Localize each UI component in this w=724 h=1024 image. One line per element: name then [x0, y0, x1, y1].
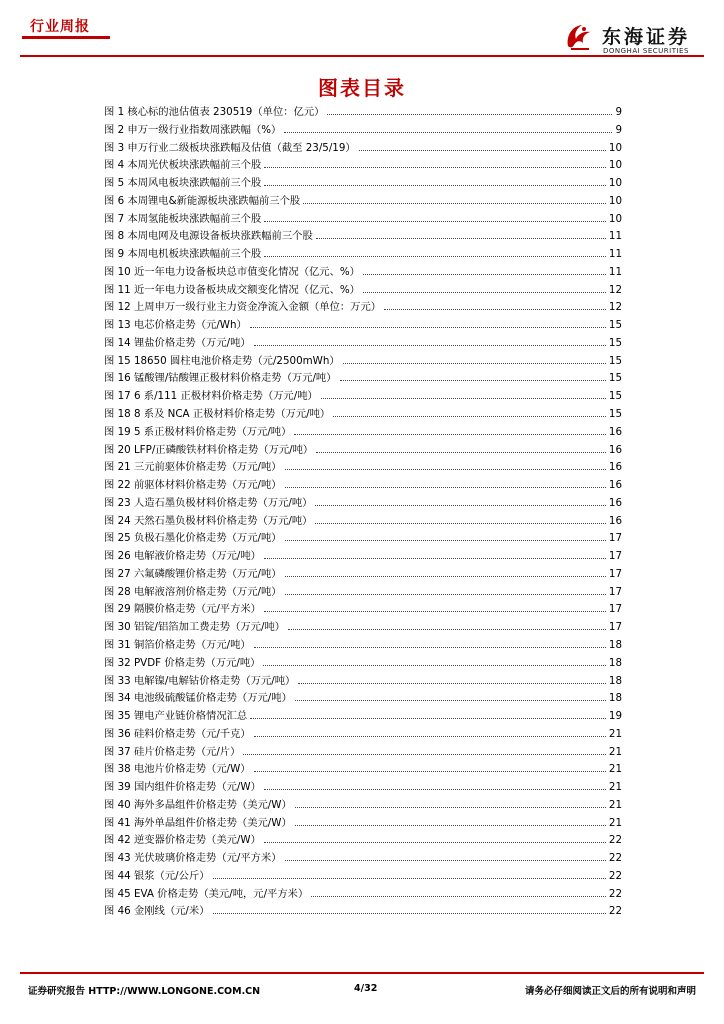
toc-entry[interactable]	[104, 192, 622, 210]
footer-website: 证券研究报告 HTTP://WWW.LONGONE.COM.CN	[28, 986, 261, 997]
toc-entry-page: 16	[608, 425, 622, 438]
toc-leader-dots	[243, 743, 606, 755]
toc-entry[interactable]	[104, 618, 622, 636]
toc-entry-page: 15	[608, 408, 622, 421]
toc-leader-dots	[295, 814, 606, 826]
toc-entry-label: 图 4 本周光伏板块涨跌幅前三个股	[104, 159, 262, 172]
toc-entry-page: 16	[608, 461, 622, 474]
toc-entry[interactable]	[104, 494, 622, 512]
toc-entry-label: 图 37 硅片价格走势（元/片）	[104, 745, 241, 758]
toc-entry-page: 18	[608, 674, 622, 687]
toc-entry-label: 图 14 锂盐价格走势（万元/吨）	[104, 336, 251, 349]
toc-entry[interactable]	[104, 103, 622, 121]
toc-entry-page: 22	[608, 852, 622, 865]
toc-entry-page: 15	[608, 319, 622, 332]
toc-leader-dots	[285, 583, 606, 595]
toc-entry-label: 图 38 电池片价格走势（元/W）	[104, 763, 251, 776]
toc-entry[interactable]	[104, 760, 622, 778]
toc-entry-label: 图 28 电解液溶剂价格走势（万元/吨）	[104, 585, 282, 598]
toc-leader-dots	[264, 547, 606, 559]
toc-entry-page: 10	[608, 141, 622, 154]
page-number: 4/32	[354, 983, 378, 994]
toc-entry-page: 21	[608, 727, 622, 740]
toc-entry-page: 9	[615, 123, 622, 136]
toc-entry[interactable]	[104, 885, 622, 903]
toc-entry-page: 15	[608, 390, 622, 403]
toc-entry-label: 图 18 8 系及 NCA 正极材料价格走势（万元/吨）	[104, 408, 331, 421]
toc-leader-dots	[315, 512, 605, 524]
toc-entry[interactable]	[104, 263, 622, 281]
toc-entry-page: 22	[608, 834, 622, 847]
toc-leader-dots	[285, 849, 606, 861]
toc-entry[interactable]	[104, 227, 622, 245]
toc-leader-dots	[264, 245, 606, 257]
toc-entry-label: 图 10 近一年电力设备板块总市值变化情况（亿元、%）	[104, 265, 360, 278]
toc-entry-label: 图 34 电池级硫酸锰价格走势（万元/吨）	[104, 692, 292, 705]
toc-entry[interactable]	[104, 441, 622, 459]
toc-entry-label: 图 22 前驱体材料价格走势（万元/吨）	[104, 479, 282, 492]
toc-entry-label: 图 19 5 系正极材料价格走势（万元/吨）	[104, 425, 292, 438]
toc-entry[interactable]	[104, 689, 622, 707]
toc-entry-page: 22	[608, 905, 622, 918]
toc-entry[interactable]	[104, 298, 622, 316]
toc-entry-label: 图 8 本周电网及电源设备板块涨跌幅前三个股	[104, 230, 313, 243]
footer-disclaimer: 请务必仔细阅读正文后的所有说明和声明	[524, 986, 696, 997]
toc-leader-dots	[285, 529, 606, 541]
toc-entry-label: 图 32 PVDF 价格走势（万元/吨）	[104, 656, 261, 669]
toc-entry-page: 15	[608, 372, 622, 385]
toc-entry-label: 图 29 隔膜价格走势（元/平方米）	[104, 603, 261, 616]
report-type-tag: 行业周报	[30, 19, 90, 35]
toc-entry-label: 图 44 银浆（元/公斤）	[104, 869, 210, 882]
toc-entry-label: 图 20 LFP/正磷酸铁材料价格走势（万元/吨）	[104, 443, 314, 456]
toc-entry-page: 11	[608, 265, 622, 278]
toc-entry-page: 18	[608, 656, 622, 669]
toc-leader-dots	[295, 689, 606, 701]
toc-entry-page: 16	[608, 496, 622, 509]
toc-leader-dots	[250, 707, 606, 719]
toc-leader-dots	[327, 103, 612, 115]
toc-entry-label: 图 16 锰酸锂/钴酸锂正极材料价格走势（万元/吨）	[104, 372, 337, 385]
toc-entry[interactable]	[104, 369, 622, 387]
toc-entry-label: 图 43 光伏玻璃价格走势（元/平方米）	[104, 852, 282, 865]
toc-leader-dots	[316, 227, 606, 239]
toc-entry-page: 17	[608, 621, 622, 634]
toc-entry[interactable]	[104, 743, 622, 761]
toc-entry-page: 12	[608, 283, 622, 296]
toc-entry[interactable]	[104, 547, 622, 565]
toc-entry-label: 图 1 核心标的池估值表 230519（单位：亿元）	[104, 106, 325, 118]
toc-entry[interactable]	[104, 210, 622, 228]
toc-leader-dots	[311, 885, 606, 897]
toc-entry-page: 16	[608, 479, 622, 492]
toc-entry[interactable]	[104, 796, 622, 814]
toc-entry-label: 图 5 本周风电板块涨跌幅前三个股	[104, 177, 262, 190]
toc-entry-page: 10	[608, 177, 622, 190]
toc-leader-dots	[264, 831, 606, 843]
toc-entry[interactable]	[104, 423, 622, 441]
toc-entry-label: 图 6 本周锂电&新能源板块涨跌幅前三个股	[104, 194, 301, 207]
toc-entry[interactable]	[104, 156, 622, 174]
toc-list	[104, 103, 622, 920]
toc-entry-page: 9	[615, 106, 622, 118]
toc-entry-label: 图 30 铝锭/铝箔加工费走势（万元/吨）	[104, 621, 286, 634]
toc-entry[interactable]	[104, 636, 622, 654]
toc-entry-page: 22	[608, 869, 622, 882]
logo-chinese-name: 东海证券	[602, 26, 691, 48]
toc-leader-dots	[295, 796, 606, 808]
toc-leader-dots	[284, 121, 612, 133]
toc-entry-label: 图 33 电解镍/电解钴价格走势（万元/吨）	[104, 674, 296, 687]
toc-entry-page: 18	[608, 692, 622, 705]
toc-entry-label: 图 36 硅料价格走势（元/千克）	[104, 727, 251, 740]
toc-entry[interactable]	[104, 867, 622, 885]
toc-entry-label: 图 12 上周申万一级行业主力资金净流入金额（单位：万元）	[104, 301, 382, 314]
toc-leader-dots	[288, 618, 606, 630]
toc-entry-page: 10	[608, 159, 622, 172]
toc-entry-page: 11	[608, 230, 622, 243]
toc-leader-dots	[285, 565, 606, 577]
toc-entry-page: 21	[608, 745, 622, 758]
toc-entry-label: 图 26 电解液价格走势（万元/吨）	[104, 550, 261, 563]
toc-entry[interactable]	[104, 707, 622, 725]
toc-entry-label: 图 23 人造石墨负极材料价格走势（万元/吨）	[104, 496, 313, 509]
toc-entry[interactable]	[104, 512, 622, 530]
toc-entry-page: 10	[608, 194, 622, 207]
toc-leader-dots	[294, 423, 605, 435]
toc-leader-dots	[213, 902, 606, 914]
toc-leader-dots	[333, 405, 606, 417]
toc-leader-dots	[363, 263, 606, 275]
toc-entry-page: 12	[608, 301, 622, 314]
toc-entry-label: 图 17 6 系/111 正极材料价格走势（万元/吨）	[104, 390, 318, 403]
footer-divider	[20, 972, 704, 974]
toc-entry-page: 21	[608, 763, 622, 776]
toc-entry-label: 图 15 18650 圆柱电池价格走势（元/2500mWh）	[104, 354, 340, 367]
toc-entry-label: 图 13 电芯价格走势（元/Wh）	[104, 319, 247, 332]
toc-leader-dots	[316, 441, 606, 453]
toc-leader-dots	[359, 139, 606, 151]
toc-entry-page: 16	[608, 443, 622, 456]
toc-leader-dots	[254, 760, 606, 772]
toc-entry-page: 15	[608, 336, 622, 349]
toc-entry-page: 19	[608, 710, 622, 723]
toc-entry[interactable]	[104, 316, 622, 334]
toc-entry-label: 图 39 国内组件价格走势（元/W）	[104, 781, 261, 794]
toc-entry[interactable]	[104, 849, 622, 867]
toc-leader-dots	[285, 458, 606, 470]
toc-entry[interactable]	[104, 387, 622, 405]
header-divider	[20, 55, 704, 57]
toc-entry-page: 17	[608, 603, 622, 616]
toc-entry[interactable]	[104, 831, 622, 849]
toc-leader-dots	[285, 476, 606, 488]
toc-leader-dots	[315, 494, 605, 506]
toc-entry[interactable]	[104, 476, 622, 494]
toc-entry-label: 图 45 EVA 价格走势（美元/吨，元/平方米）	[104, 887, 309, 900]
toc-leader-dots	[250, 316, 606, 328]
toc-entry-page: 21	[608, 798, 622, 811]
toc-leader-dots	[303, 192, 606, 204]
toc-entry-label: 图 3 申万行业二级板块涨跌幅及估值（截至 23/5/19）	[104, 141, 356, 154]
toc-leader-dots	[263, 654, 605, 666]
logo-english-name: DONGHAI SECURITIES	[603, 47, 689, 55]
toc-leader-dots	[264, 156, 606, 168]
toc-entry[interactable]	[104, 672, 622, 690]
toc-entry[interactable]	[104, 245, 622, 263]
toc-entry[interactable]	[104, 529, 622, 547]
toc-entry[interactable]	[104, 654, 622, 672]
toc-entry-page: 18	[608, 638, 622, 651]
toc-entry-page: 21	[608, 816, 622, 829]
toc-leader-dots	[254, 636, 606, 648]
toc-entry[interactable]	[104, 281, 622, 299]
toc-entry-page: 15	[608, 354, 622, 367]
toc-entry-label: 图 35 锂电产业链价格情况汇总	[104, 710, 248, 723]
toc-leader-dots	[264, 174, 606, 186]
toc-entry-label: 图 40 海外多晶组件价格走势（美元/W）	[104, 798, 292, 811]
toc-leader-dots	[264, 778, 606, 790]
toc-entry[interactable]	[104, 902, 622, 920]
toc-entry-label: 图 24 天然石墨负极材料价格走势（万元/吨）	[104, 514, 313, 527]
toc-entry-page: 10	[608, 212, 622, 225]
toc-entry-label: 图 2 申万一级行业指数周涨跌幅（%）	[104, 123, 282, 136]
toc-entry-label: 图 21 三元前驱体价格走势（万元/吨）	[104, 461, 282, 474]
toc-entry[interactable]	[104, 565, 622, 583]
toc-entry[interactable]	[104, 814, 622, 832]
header-tag-underline	[22, 36, 110, 39]
toc-entry-label: 图 41 海外单晶组件价格走势（美元/W）	[104, 816, 292, 829]
toc-leader-dots	[343, 352, 606, 364]
toc-title: 图表目录	[318, 76, 406, 100]
toc-entry[interactable]	[104, 600, 622, 618]
toc-leader-dots	[264, 600, 606, 612]
toc-entry[interactable]	[104, 583, 622, 601]
toc-entry-page: 17	[608, 585, 622, 598]
company-logo	[562, 20, 702, 56]
toc-leader-dots	[340, 369, 606, 381]
toc-entry-label: 图 31 铜箔价格走势（万元/吨）	[104, 638, 251, 651]
toc-leader-dots	[254, 334, 606, 346]
toc-entry-label: 图 25 负极石墨化价格走势（万元/吨）	[104, 532, 282, 545]
toc-entry-page: 17	[608, 532, 622, 545]
toc-entry-label: 图 42 逆变器价格走势（美元/W）	[104, 834, 261, 847]
toc-leader-dots	[298, 672, 606, 684]
toc-entry[interactable]	[104, 334, 622, 352]
toc-leader-dots	[321, 387, 606, 399]
toc-entry[interactable]	[104, 139, 622, 157]
dragon-logo-icon	[562, 20, 596, 54]
toc-entry[interactable]	[104, 405, 622, 423]
toc-leader-dots	[213, 867, 606, 879]
toc-entry-page: 17	[608, 550, 622, 563]
toc-leader-dots	[384, 298, 606, 310]
toc-entry-label: 图 11 近一年电力设备板块成交额变化情况（亿元、%）	[104, 283, 360, 296]
toc-entry[interactable]	[104, 121, 622, 139]
toc-entry-page: 17	[608, 567, 622, 580]
toc-entry[interactable]	[104, 352, 622, 370]
toc-entry-label: 图 46 金刚线（元/米）	[104, 905, 210, 918]
toc-entry-page: 11	[608, 248, 622, 261]
toc-entry-label: 图 7 本周氢能板块涨跌幅前三个股	[104, 212, 262, 225]
toc-entry[interactable]	[104, 174, 622, 192]
toc-entry[interactable]	[104, 458, 622, 476]
toc-leader-dots	[254, 725, 606, 737]
toc-entry-page: 16	[608, 514, 622, 527]
toc-entry-label: 图 27 六氟磷酸锂价格走势（万元/吨）	[104, 567, 282, 580]
toc-entry[interactable]	[104, 778, 622, 796]
toc-entry-label: 图 9 本周电机板块涨跌幅前三个股	[104, 248, 262, 261]
toc-leader-dots	[363, 281, 606, 293]
toc-leader-dots	[264, 210, 606, 222]
toc-entry-page: 21	[608, 781, 622, 794]
toc-entry-page: 22	[608, 887, 622, 900]
toc-entry[interactable]	[104, 725, 622, 743]
